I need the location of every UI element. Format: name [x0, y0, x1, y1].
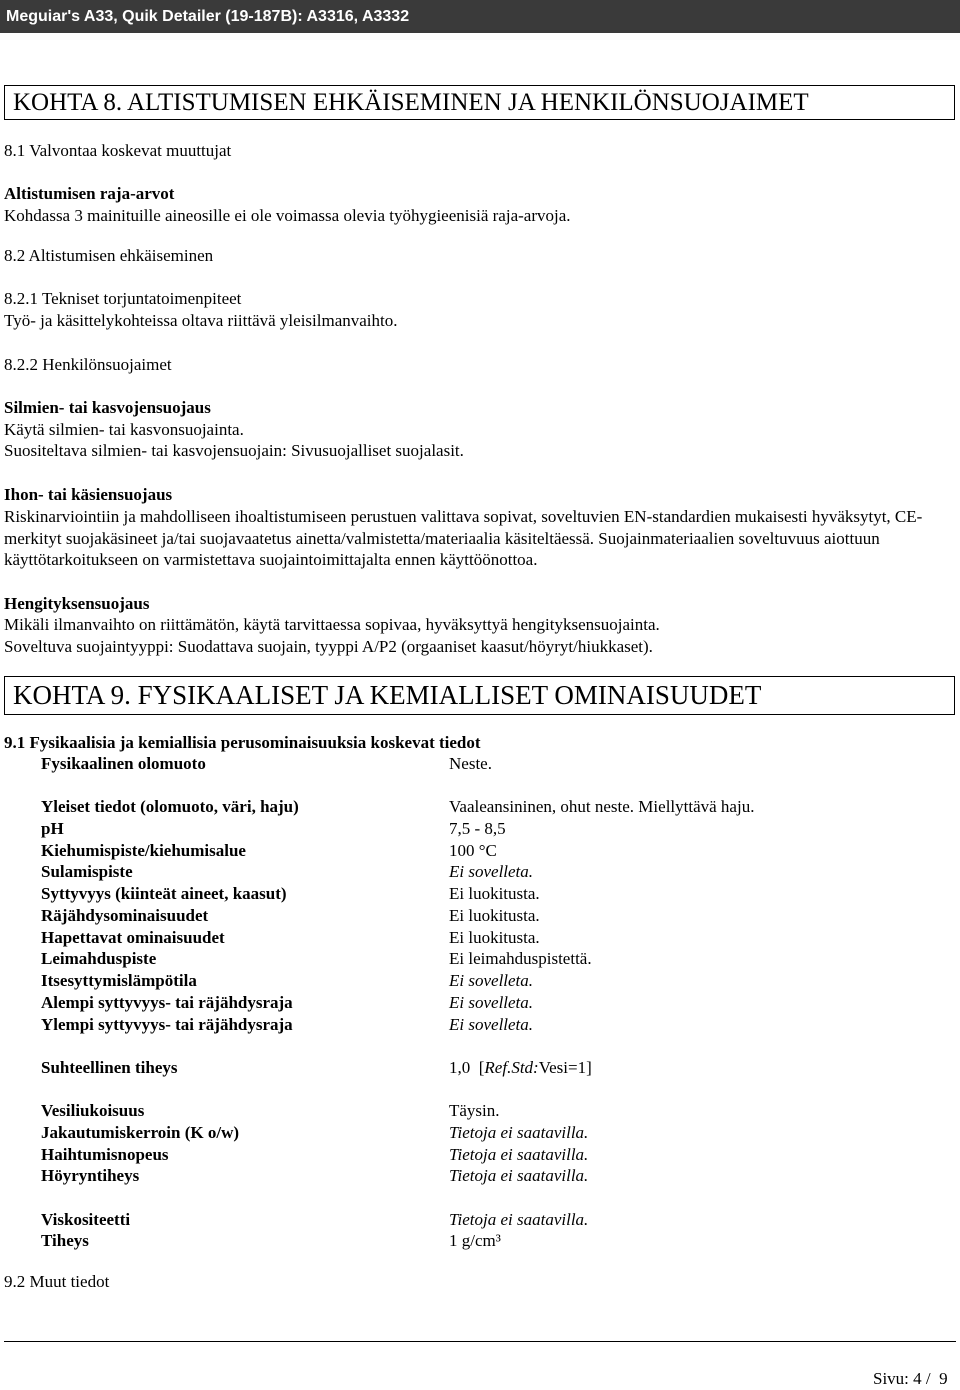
page-number: Sivu: 4 / 9 [873, 1369, 948, 1388]
value-text: Vesi=1] [538, 1058, 592, 1077]
property-value: Täysin. [449, 1101, 500, 1120]
property-label: Fysikaalinen olomuoto [41, 754, 206, 773]
property-value: Ei luokitusta. [449, 906, 540, 925]
property-label: Viskositeetti [41, 1210, 131, 1229]
property-value: Tietoja ei saatavilla. [449, 1123, 589, 1142]
property-value: Tietoja ei saatavilla. [449, 1210, 589, 1229]
property-value: Ei sovelleta. [449, 993, 534, 1012]
engineering-controls-text: Työ- ja käsittelykohteissa oltava riittävä yleisilmanvaihto. [4, 311, 398, 330]
subsection-9-2-title: 9.2 Muut tiedot [4, 1272, 110, 1291]
section-9-heading: KOHTA 9. FYSIKAALISET JA KEMIALLISET OMINAISUUDET [4, 676, 955, 715]
property-value: Ei sovelleta. [449, 1015, 534, 1034]
subsection-8-2-1-title: 8.2.1 Tekniset torjuntatoimenpiteet [4, 289, 242, 308]
property-value [449, 1057, 592, 1079]
property-label: Tiheys [41, 1231, 89, 1250]
exposure-limits-title: Altistumisen raja-arvot [4, 184, 175, 203]
property-value: 7,5 - 8,5 [449, 819, 506, 838]
exposure-limits-text: Kohdassa 3 mainituille aineosille ei ole voimassa olevia työhygieenisiä raja-arvoja. [4, 206, 571, 225]
property-value: Vaaleansininen, ohut neste. Miellyttävä haju. [449, 797, 755, 816]
property-label: Alempi syttyvyys- tai räjähdysraja [41, 993, 293, 1012]
subsection-8-2-2-title: 8.2.2 Henkilönsuojaimet [4, 355, 172, 374]
property-value: 100 °C [449, 841, 497, 860]
property-label: Höyryntiheys [41, 1166, 140, 1185]
property-label: Kiehumispiste/kiehumisalue [41, 841, 246, 860]
document-header [0, 0, 960, 33]
property-label: Räjähdysominaisuudet [41, 906, 209, 925]
footer-divider [4, 1341, 956, 1342]
subsection-8-2-title: 8.2 Altistumisen ehkäiseminen [4, 246, 214, 265]
property-value: Ei sovelleta. [449, 862, 534, 881]
respiratory-protection-text-1: Mikäli ilmanvaihto on riittämätön, käytä tarvittaessa sopivaa, hyväksyttyä hengityksensuojainta. [4, 615, 660, 634]
property-value: 1 g/cm³ [449, 1231, 501, 1250]
property-label: Sulamispiste [41, 862, 133, 881]
property-value: Tietoja ei saatavilla. [449, 1166, 589, 1185]
property-value: Ei leimahduspistettä. [449, 949, 592, 968]
property-label: Itsesyttymislämpötila [41, 971, 197, 990]
property-label: Hapettavat ominaisuudet [41, 928, 225, 947]
document-title: Meguiar's A33, Quik Detailer (19-187B): A3316, A3332 [6, 8, 410, 25]
eye-protection-text-2: Suositeltava silmien- tai kasvojensuojain: Sivusuojalliset suojalasit. [4, 441, 464, 460]
skin-protection-title: Ihon- tai käsiensuojaus [4, 485, 173, 504]
eye-protection-title: Silmien- tai kasvojensuojaus [4, 398, 211, 417]
value-reference-label: Ref.Std: [484, 1058, 539, 1077]
property-label: pH [41, 819, 64, 838]
property-label: Jakautumiskerroin (K o/w) [41, 1123, 240, 1142]
property-label: Syttyvyys (kiinteät aineet, kaasut) [41, 884, 287, 903]
property-label: Vesiliukoisuus [41, 1101, 145, 1120]
property-label: Yleiset tiedot (olomuoto, väri, haju) [41, 797, 299, 816]
property-label: Haihtumisnopeus [41, 1145, 169, 1164]
subsection-8-1-title: 8.1 Valvontaa koskevat muuttujat [4, 141, 232, 160]
skin-protection-text: Riskinarviointiin ja mahdolliseen ihoaltistumiseen perustuen valittava sopivat, soveltuvien EN-standardien mukaisesti hyväksytyt, CE-merkityt suojakäsineet ja/tai suojavaatetus ainetta/valmistetta/materiaalia käsiteltäessä. Suojainmateriaalien soveltuvuus aiottuun käyttötarkoitukseen on varmistettava suojaintoimittajalta ennen käyttöönottoa. [4, 507, 923, 569]
subsection-9-1-title: 9.1 Fysikaalisia ja kemiallisia perusominaisuuksia koskevat tiedot [4, 733, 481, 752]
respiratory-protection-title: Hengityksensuojaus [4, 594, 150, 613]
respiratory-protection-text-2: Soveltuva suojaintyyppi: Suodattava suojain, tyyppi A/P2 (orgaaniset kaasut/höyryt/hiukkaset). [4, 637, 653, 656]
property-value: Ei sovelleta. [449, 971, 534, 990]
property-label: Leimahduspiste [41, 949, 157, 968]
value-text: 1,0 [ [449, 1058, 485, 1077]
eye-protection-text-1: Käytä silmien- tai kasvonsuojainta. [4, 420, 244, 439]
property-value: Tietoja ei saatavilla. [449, 1145, 589, 1164]
property-label: Ylempi syttyvyys- tai räjähdysraja [41, 1015, 293, 1034]
property-value: Ei luokitusta. [449, 884, 540, 903]
section-8-heading: KOHTA 8. ALTISTUMISEN EHKÄISEMINEN JA HENKILÖNSUOJAIMET [4, 85, 955, 120]
property-value: Ei luokitusta. [449, 928, 540, 947]
property-label: Suhteellinen tiheys [41, 1058, 178, 1077]
property-value: Neste. [449, 754, 492, 773]
